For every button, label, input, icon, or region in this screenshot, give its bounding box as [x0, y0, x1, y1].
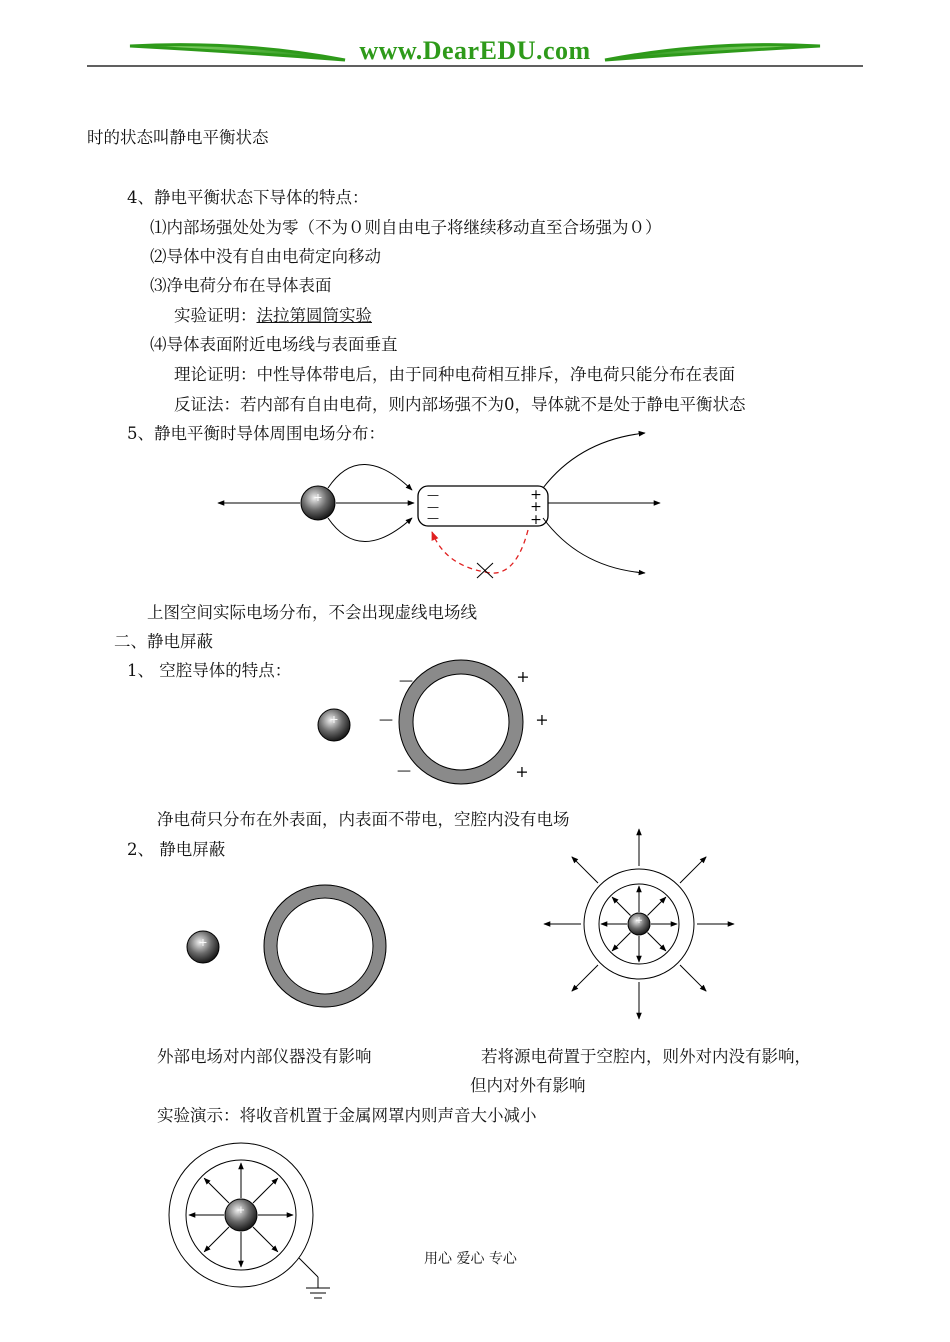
text-line-10: 5、静电平衡时导体周围电场分布：	[127, 424, 385, 443]
field-arrow	[647, 897, 665, 915]
svg-text:—: —	[427, 488, 439, 502]
field-arrow	[680, 857, 706, 883]
left-leaf-decoration	[130, 45, 345, 60]
text-line-5: ⑶净电荷分布在导体表面	[150, 276, 332, 295]
svg-text:+: +	[530, 487, 542, 503]
field-arrow	[204, 1227, 229, 1252]
right-leaf-decoration	[605, 45, 820, 60]
figure-shield-internal	[544, 829, 734, 1019]
field-arrow	[612, 897, 630, 915]
footer-text: 用心 爱心 专心	[424, 1251, 517, 1267]
field-arrow	[612, 932, 630, 950]
svg-text:+: +	[516, 667, 530, 686]
field-arrow	[204, 1178, 229, 1203]
text-line-1: 时的状态叫静电平衡状态	[87, 128, 269, 147]
field-arrow	[572, 857, 598, 883]
text-line-15: 2、 静电屏蔽	[127, 840, 226, 859]
text-line-6	[174, 306, 372, 326]
svg-text:+: +	[530, 512, 542, 528]
figure-hollow-conductor	[318, 660, 549, 784]
site-logo: www.DearEDU.com	[359, 36, 591, 65]
svg-text:+: +	[236, 1205, 246, 1216]
section-heading-shielding: 二、静电屏蔽	[114, 632, 213, 651]
svg-text:—: —	[399, 673, 413, 689]
svg-text:+: +	[329, 713, 339, 726]
text-line-16: 外部电场对内部仪器没有影响	[157, 1047, 372, 1066]
text-line-7: ⑷导体表面附近电场线与表面垂直	[150, 335, 398, 354]
impossible-dashed-field-line	[432, 530, 528, 573]
field-arrow	[680, 965, 706, 991]
field-arrow	[647, 932, 665, 950]
faraday-experiment-link: 法拉第圆筒实验	[256, 306, 372, 325]
figure-shield-external	[187, 885, 386, 1007]
svg-text:+: +	[535, 710, 549, 729]
field-arrow	[253, 1178, 278, 1203]
text-line-3: ⑴内部场强处处为零（不为０则自由电子将继续移动直至合场强为０）	[150, 218, 662, 237]
svg-text:—: —	[427, 511, 439, 525]
text-line-2: 4、静电平衡状态下导体的特点：	[127, 188, 369, 207]
svg-text:+: +	[635, 916, 643, 926]
text-line-13: 1、 空腔导体的特点：	[127, 661, 292, 680]
svg-text:+: +	[198, 936, 208, 949]
hollow-conductor-ring	[406, 667, 516, 777]
text-line-8: 理论证明：中性导体带电后，由于同种电荷相互排斥，净电荷只能分布在表面	[174, 365, 735, 384]
svg-text:—: —	[397, 763, 411, 779]
field-arrow	[253, 1227, 278, 1252]
text-line-19: 实验演示：将收音机置于金属网罩内则声音大小减小	[157, 1106, 537, 1125]
proof-label: 实验证明：	[174, 306, 257, 325]
svg-text:—: —	[427, 500, 439, 514]
figure-field-distribution	[218, 433, 660, 578]
text-line-18: 但内对外有影响	[470, 1076, 586, 1095]
text-line-11: 上图空间实际电场分布，不会出现虚线电场线	[147, 603, 477, 622]
field-arrow	[572, 965, 598, 991]
figure-grounded-mesh	[169, 1143, 330, 1298]
svg-text:+: +	[313, 491, 323, 504]
text-line-9: 反证法：若内部有自由电荷，则内部场强不为0，导体就不是处于静电平衡状态	[174, 395, 746, 414]
text-line-4: ⑵导体中没有自由电荷定向移动	[150, 247, 381, 266]
svg-text:—: —	[379, 712, 393, 728]
text-line-17: 若将源电荷置于空腔内，则外对内没有影响，	[481, 1047, 811, 1066]
svg-text:+: +	[530, 499, 542, 515]
svg-text:+: +	[515, 762, 529, 781]
text-line-14: 净电荷只分布在外表面，内表面不带电，空腔内没有电场	[157, 810, 570, 829]
